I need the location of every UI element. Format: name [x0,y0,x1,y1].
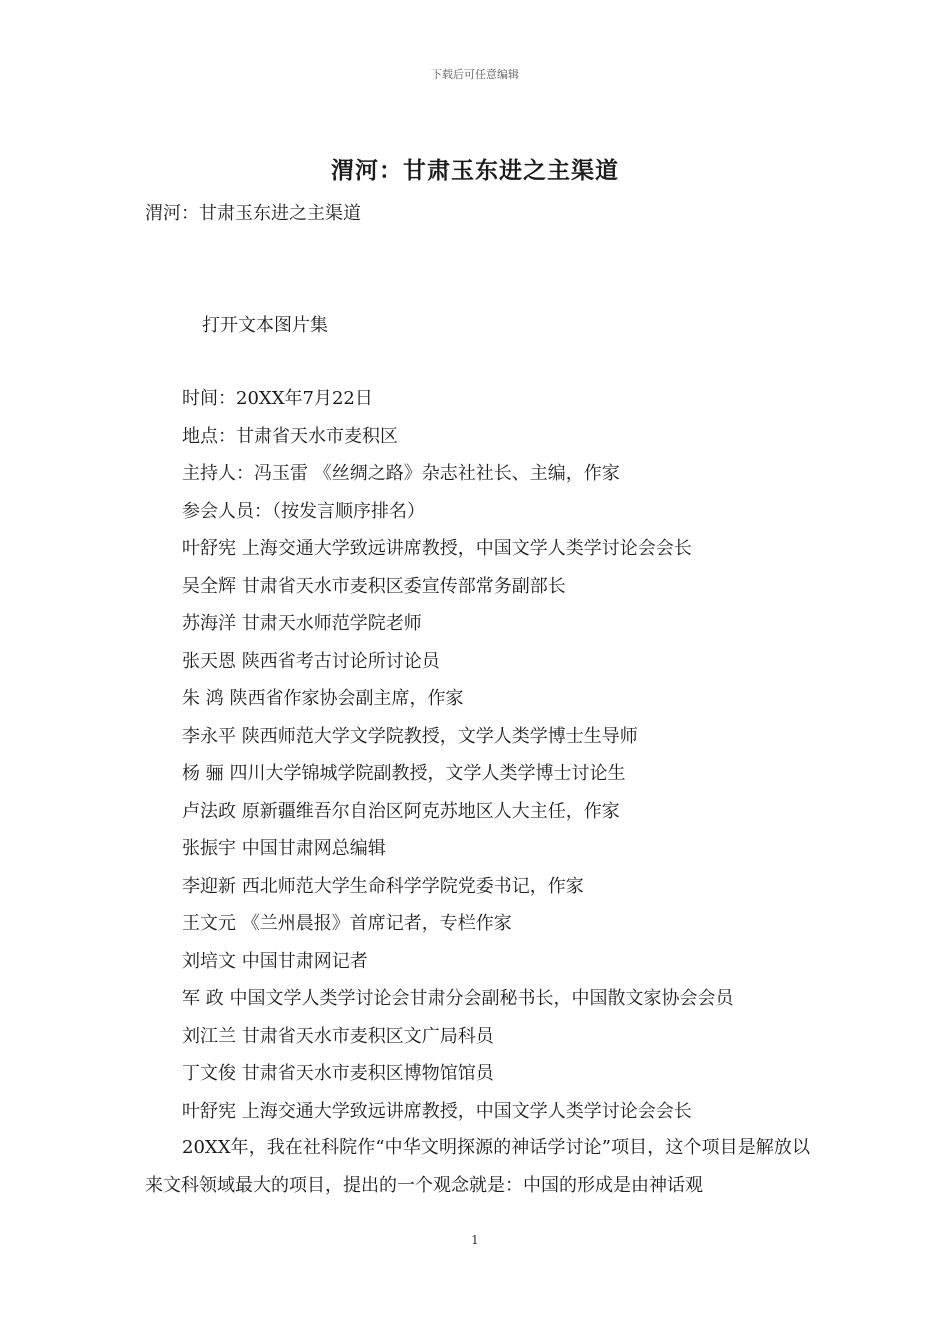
open-gallery-link[interactable]: 打开文本图片集 [202,315,328,336]
attendee-line: 刘培文 中国甘肃网记者 [182,950,368,972]
meeting-info-list [182,386,733,1136]
attendee-line: 刘江兰 甘肃省天水市麦积区文广局科员 [182,1025,494,1047]
document-subtitle: 渭河：甘肃玉东进之主渠道 [145,203,361,224]
attendee-line: 杨 骊 四川大学锦城学院副教授，文学人类学博士讨论生 [182,763,626,784]
info-line-attendees-heading: 参会人员：（按发言顺序排名） [182,500,425,522]
info-line-host: 主持人：冯玉雷 《丝绸之路》杂志社社长、主编，作家 [182,463,620,484]
body-paragraph: 20XX年，我在社科院作“中华文明探源的神话学讨论”项目，这个项目是解放以来文科领域最大的项目，提出的一个观念就是：中国的形成是由神话观 [145,1137,810,1196]
attendee-line: 王文元 《兰州晨报》首席记者，专栏作家 [182,913,512,934]
info-line-time: 时间：20XX年7月22日 [182,388,373,409]
page-number: 1 [471,1233,479,1247]
attendee-line: 张振宇 中国甘肃网总编辑 [182,838,386,859]
attendee-line: 朱 鸿 陕西省作家协会副主席，作家 [182,688,464,709]
attendee-line: 张天恩 陕西省考古讨论所讨论员 [182,650,440,672]
attendee-line: 苏海洋 甘肃天水师范学院老师 [182,613,422,634]
attendee-line: 卢法政 原新疆维吾尔自治区阿克苏地区人大主任，作家 [182,800,620,822]
document-title: 渭河：甘肃玉东进之主渠道 [331,157,619,184]
header-note: 下载后可任意编辑 [431,68,519,81]
attendee-line: 军 政 中国文学人类学讨论会甘肃分会副秘书长，中国散文家协会会员 [182,988,734,1009]
attendee-line: 吴全辉 甘肃省天水市麦积区委宣传部常务副部长 [182,575,566,597]
attendee-line: 丁文俊 甘肃省天水市麦积区博物馆馆员 [182,1063,494,1084]
attendee-line: 李永平 陕西师范大学文学院教授，文学人类学博士生导师 [182,725,638,747]
speaker-line: 叶舒宪 上海交通大学致远讲席教授，中国文学人类学讨论会会长 [182,1100,692,1122]
attendee-line: 李迎新 西北师范大学生命科学学院党委书记，作家 [182,875,584,897]
attendee-line: 叶舒宪 上海交通大学致远讲席教授，中国文学人类学讨论会会长 [182,538,692,559]
info-line-location: 地点：甘肃省天水市麦积区 [182,425,398,447]
